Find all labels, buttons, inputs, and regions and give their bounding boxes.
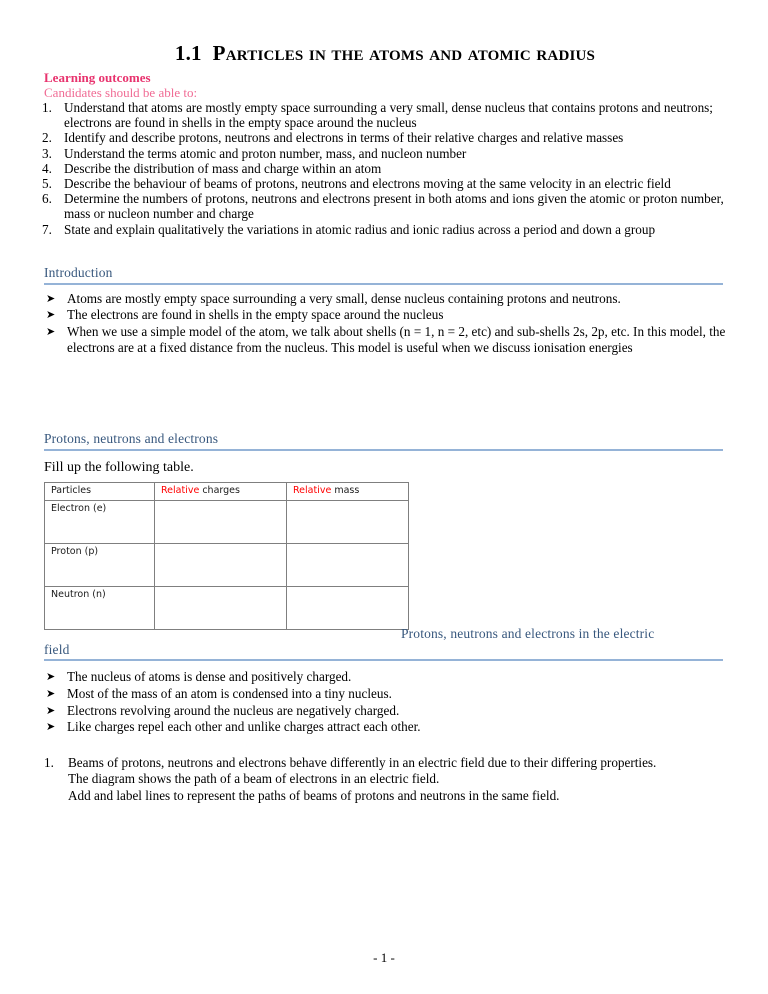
- question-block: [44, 755, 734, 804]
- column-header-label: Particles: [51, 485, 92, 496]
- list-item-number: 4.: [42, 160, 52, 176]
- list-item: [46, 703, 726, 720]
- list-item: [42, 146, 727, 161]
- cell-relative-charge[interactable]: [155, 587, 287, 630]
- list-item: [42, 222, 727, 237]
- list-item-number: 7.: [42, 221, 52, 237]
- list-item-number: 5.: [42, 176, 52, 192]
- title-number: 1.1: [174, 41, 202, 65]
- list-item-text: Determine the numbers of protons, neutrons and electrons present in both atoms and ions given the atomic or proton number, mass or nucleon number and charge: [64, 191, 724, 222]
- cell-particle-name: Electron (e): [45, 501, 155, 544]
- cell-relative-charge[interactable]: [155, 544, 287, 587]
- list-item-text: When we use a simple model of the atom, we talk about shells (n = 1, n = 2, etc) and sub-shells 2s, 2p, etc. In this model, the electrons are at a fixed distance from the nucleus. This model is useful when we discuss ionisation energies: [67, 323, 726, 356]
- section-heading-electric-field-line1: Protons, neutrons and electrons in the electric: [401, 626, 655, 641]
- page-footer: - 1 -: [373, 950, 395, 965]
- title-text: Particles in the atoms and atomic radius: [212, 41, 596, 65]
- list-item: [42, 161, 727, 176]
- list-item-text: Describe the distribution of mass and charge within an atom: [64, 160, 382, 176]
- column-header-label-red: Relative: [293, 485, 332, 496]
- list-item-number: 2.: [42, 130, 52, 146]
- list-item-text: The nucleus of atoms is dense and positively charged.: [67, 669, 352, 684]
- arrow-bullet-icon: ➤: [46, 324, 56, 338]
- table-header-row: [45, 483, 409, 501]
- column-header-particles: [45, 483, 155, 501]
- section-rule-protons-neutrons-electrons: [44, 449, 723, 451]
- table-row: [45, 544, 409, 587]
- list-item-text: Identify and describe protons, neutrons and electrons in terms of their relative charges and relative masses: [64, 130, 624, 146]
- table-row: [45, 587, 409, 630]
- list-item-text: Atoms are mostly empty space surrounding a very small, dense nucleus containing protons and neutrons.: [67, 291, 621, 306]
- list-item: [42, 130, 727, 145]
- question-body: [44, 755, 734, 804]
- column-header-relative-charges: [155, 483, 287, 501]
- section-heading-electric-field-line2: field: [44, 642, 70, 657]
- list-item-text: Like charges repel each other and unlike charges attract each other.: [67, 719, 421, 735]
- section-rule-introduction: [44, 283, 723, 285]
- list-item: [42, 176, 727, 191]
- electric-field-bullet-list: [46, 669, 726, 736]
- list-item-text: The electrons are found in shells in the empty space around the nucleus: [67, 307, 444, 323]
- column-header-relative-mass: [287, 483, 409, 501]
- question-line-2: The diagram shows the path of a beam of electrons in an electric field.: [68, 771, 440, 787]
- cell-relative-mass[interactable]: [287, 587, 409, 630]
- table-row: [45, 501, 409, 544]
- cell-particle-name: Proton (p): [45, 544, 155, 587]
- arrow-bullet-icon: ➤: [46, 686, 56, 700]
- introduction-bullet-list: [46, 291, 726, 357]
- cell-particle-name: Neutron (n): [45, 587, 155, 630]
- question-number: 1.: [44, 755, 54, 770]
- section-heading-introduction: Introduction: [44, 265, 113, 280]
- learning-outcomes-heading: Learning outcomes: [44, 70, 151, 85]
- list-item: [46, 324, 726, 357]
- column-header-label-red: Relative: [161, 485, 200, 496]
- list-item-text: Electrons revolving around the nucleus are negatively charged.: [67, 702, 400, 718]
- list-item: [46, 719, 726, 736]
- list-item: [46, 307, 726, 323]
- question-line-3: Add and label lines to represent the paths of beams of protons and neutrons in the same field.: [68, 787, 560, 803]
- section-rule-electric-field: [44, 659, 723, 661]
- cell-relative-mass[interactable]: [287, 501, 409, 544]
- list-item: [46, 686, 726, 703]
- list-item-text: Describe the behaviour of beams of protons, neutrons and electrons moving at the same velocity in an electric field: [64, 176, 671, 192]
- learning-outcomes-subheading: Candidates should be able to:: [44, 85, 198, 100]
- list-item: [42, 191, 727, 221]
- cell-relative-charge[interactable]: [155, 501, 287, 544]
- section-heading-protons-neutrons-electrons: Protons, neutrons and electrons: [44, 431, 219, 446]
- question-line-1: Beams of protons, neutrons and electrons behave differently in an electric field due to their differing properties.: [68, 755, 657, 770]
- arrow-bullet-icon: ➤: [46, 308, 56, 322]
- arrow-bullet-icon: ➤: [46, 703, 56, 717]
- particles-table: [44, 482, 409, 630]
- list-item-text: Understand the terms atomic and proton number, mass, and nucleon number: [64, 145, 467, 161]
- column-header-label: mass: [331, 485, 360, 496]
- list-item-text: Most of the mass of an atom is condensed into a tiny nucleus.: [67, 685, 392, 701]
- list-item: [46, 669, 726, 686]
- arrow-bullet-icon: ➤: [46, 720, 56, 734]
- table-instruction: Fill up the following table.: [44, 460, 194, 475]
- page-title: [45, 40, 725, 66]
- list-item: [42, 100, 727, 130]
- cell-relative-mass[interactable]: [287, 544, 409, 587]
- list-item-text: State and explain qualitatively the variations in atomic radius and ionic radius across a period and down a group: [64, 221, 656, 237]
- list-item: [46, 291, 726, 307]
- list-item-number: 1.: [42, 100, 52, 115]
- learning-outcomes-list: [42, 100, 727, 237]
- arrow-bullet-icon: ➤: [46, 670, 56, 683]
- list-item-text: Understand that atoms are mostly empty space surrounding a very small, dense nucleus that contains protons and neutrons; electrons are found in shells in the empty space around the nucleus: [64, 100, 713, 131]
- arrow-bullet-icon: ➤: [46, 292, 56, 305]
- column-header-label: charges: [199, 485, 240, 496]
- list-item-number: 3.: [42, 145, 52, 161]
- list-item-number: 6.: [42, 191, 52, 207]
